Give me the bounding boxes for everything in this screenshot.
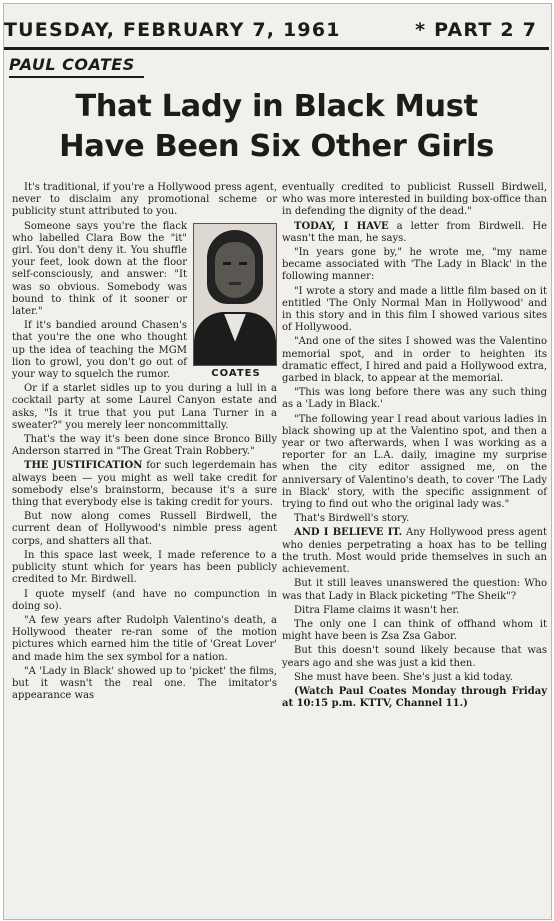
- headline-line-1: That Lady in Black Must: [75, 89, 478, 124]
- paragraph: [282, 619, 547, 643]
- paragraph: [282, 414, 547, 512]
- paragraph: [12, 666, 277, 703]
- paragraph-text: She must have been. She's just a kid today.: [294, 671, 513, 683]
- paragraph: [12, 511, 277, 548]
- column-name: PAUL COATES: [9, 55, 144, 78]
- subhead-lead: TODAY, I HAVE: [294, 220, 389, 232]
- paragraph: [12, 182, 277, 219]
- paragraph: [282, 247, 547, 284]
- headline: [4, 87, 549, 167]
- paragraph: [282, 605, 547, 617]
- paragraph-text: "The following year I read about various ladies in black showing up at the Valentino spot, and then a year or two afterwards, when I was working as a reporter for an L.A. daily, imagine my surprise when the city editor assigned me, on the anniversary of Valentino's death, to cover 'The Lady in Black' story, with the specific assignment of trying to find out who the original lady was.": [282, 413, 547, 511]
- paragraph: [12, 383, 277, 432]
- newspaper-page: [3, 3, 552, 920]
- paragraph: [12, 460, 277, 509]
- paragraph: [282, 645, 547, 669]
- columnist-photo: [193, 223, 277, 366]
- folio-date: TUESDAY, FEBRUARY 7, 1961: [4, 19, 341, 41]
- paragraph: [282, 336, 547, 385]
- subhead-lead: THE JUSTIFICATION: [24, 460, 143, 472]
- paragraph: [12, 615, 277, 664]
- paragraph-text: But this doesn't sound likely because that was years ago and she was just a kid then.: [282, 645, 547, 669]
- paragraph: [12, 589, 277, 613]
- folio-part: * PART 2 7: [415, 19, 537, 41]
- paragraph: [282, 387, 547, 411]
- paragraph-text: But now along comes Russell Birdwell, the current dean of Hollywood's nimble press agent corps, and shatters all that.: [12, 511, 277, 547]
- paragraph-text: That's Birdwell's story.: [294, 513, 410, 525]
- photo-caption: COATES: [211, 367, 261, 379]
- paragraph-text: a letter from Birdwell. He wasn't the man, he says.: [282, 220, 547, 244]
- right-column: [282, 182, 547, 712]
- paragraph-text: Any Hollywood press agent who denies perpetrating a hoax has to be telling the truth. Most would pride themselves in such an achievement.: [282, 527, 547, 576]
- paragraph: [282, 221, 547, 245]
- paragraph-text: It's traditional, if you're a Hollywood press agent, never to disclaim any promotional scheme or publicity stunt attributed to you.: [12, 182, 277, 218]
- headline-line-2: Have Been Six Other Girls: [59, 129, 494, 164]
- paragraph-text: Someone says you're the flack who labelled Clara Bow the "it" girl. You don't deny it. You shuffle your feet, look down at the floor self-consciously, and answer: "It was so obvious. Somebody was bound to think of it sooner or later.": [12, 220, 187, 318]
- paragraph-text: "A 'Lady in Black' showed up to 'picket' the films, but it wasn't the real one. The imitator's appearance was: [12, 665, 277, 702]
- paragraph-text: "This was long before there was any such thing as a 'Lady in Black.': [282, 387, 547, 411]
- paragraph-text: Ditra Flame claims it wasn't her.: [294, 604, 460, 616]
- paragraph: [282, 286, 547, 335]
- paragraph-text: If it's bandied around Chasen's that you're the one who thought up the idea of teaching the MGM lion to growl, you don't go out of your way to squelch the rumor.: [12, 320, 187, 381]
- paragraph-text: "I wrote a story and made a little film based on it entitled 'The Only Normal Man in Hollywood' and in this story and in this film I showed various sites of Hollywood.: [282, 285, 547, 334]
- paragraph: [282, 578, 547, 602]
- paragraph-text: I quote myself (and have no compunction in doing so).: [12, 588, 277, 612]
- paragraph-text: The only one I can think of offhand whom it might have been is Zsa Zsa Gabor.: [282, 618, 547, 643]
- paragraph-text: for such legerdemain has always been — you might as well take credit for somebody else's brainstorm, because it's a sure thing that everybody else is taking credit for yours.: [12, 460, 277, 509]
- paragraph-text: "In years gone by," he wrote me, "my name became associated with 'The Lady in Black' in the following manner:: [282, 247, 547, 283]
- left-column: [12, 182, 277, 704]
- paragraph-text: eventually credited to publicist Russell Birdwell, who was more interested in building box-office than in defending the dignity of the dead.": [282, 182, 547, 218]
- paragraph: [12, 434, 277, 458]
- paragraph-text: "And one of the sites I showed was the Valentino memorial spot, and in order to heighten its dramatic effect, I hired and paid a Hollywood extra, garbed in black, to appear at the memorial.: [282, 336, 547, 385]
- paragraph: [282, 182, 547, 219]
- folio-line: [4, 17, 549, 50]
- paragraph-text: Or if a starlet sidles up to you during a lull in a cocktail party at some Laurel Canyon estate and asks, "Is it true that you put Lana Turner in a sweater?" you merely leer noncommittally.: [12, 383, 277, 431]
- paragraph-text: But it still leaves unanswered the question: Who was that Lady in Black picketing "The Sheik"?: [282, 578, 547, 602]
- paragraph-text: In this space last week, I made reference to a publicity stunt which for years has been publicly credited to Mr. Birdwell.: [12, 549, 277, 586]
- tv-credit-line: (Watch Paul Coates Monday through Friday at 10:15 p.m. KTTV, Channel 11.): [282, 685, 547, 710]
- paragraph-text: That's the way it's been done since Bronco Billy Anderson starred in "The Great Train Robbery.": [12, 434, 277, 458]
- subhead-lead: AND I BELIEVE IT.: [294, 527, 403, 539]
- paragraph-text: "A few years after Rudolph Valentino's death, a Hollywood theater re-ran some of the motion pictures which earned him the title of 'Great Lover' and made him the sex symbol for a nation.: [12, 614, 277, 663]
- paragraph: [282, 672, 547, 684]
- paragraph: [12, 550, 277, 587]
- paragraph: [282, 513, 547, 525]
- paragraph: [282, 527, 547, 576]
